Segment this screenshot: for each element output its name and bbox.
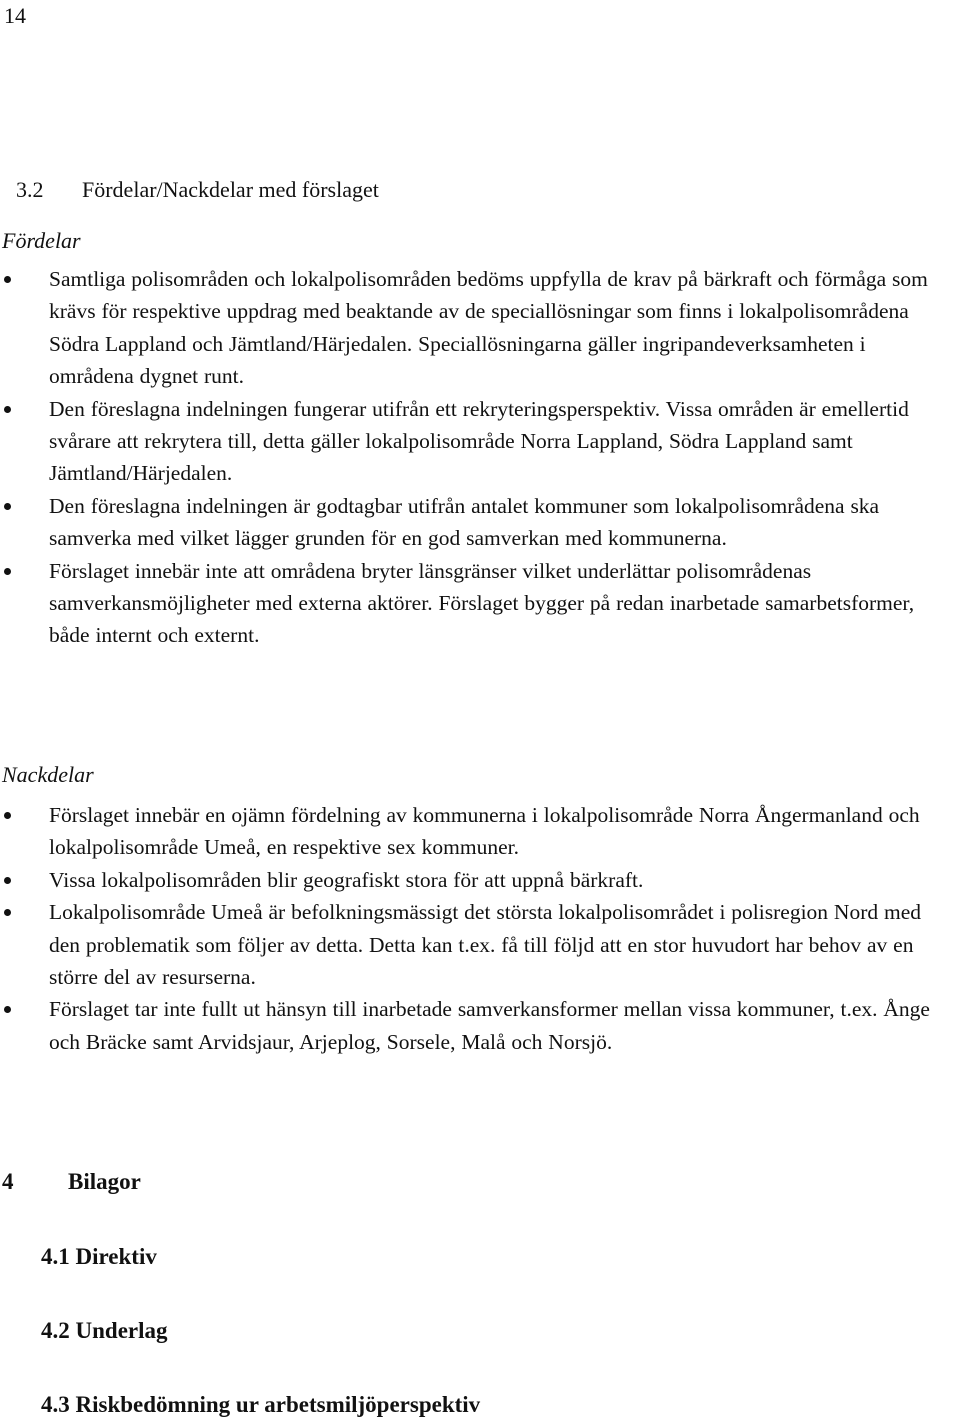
list-item — [0, 799, 960, 864]
list-item — [0, 393, 960, 490]
list-item — [0, 896, 960, 993]
bullet-icon — [4, 1006, 11, 1013]
bullet-icon — [4, 568, 11, 575]
list-item-text: Förslaget innebär en ojämn fördelning av kommunerna i lokalpolisområde Norra Ångermanland och lokalpolisområde Umeå, en respektive sex kommuner. — [49, 803, 920, 860]
appendix-heading-risk-assessment: 4.3 Riskbedömning ur arbetsmiljöperspektiv — [41, 1392, 481, 1417]
bullet-icon — [4, 877, 11, 884]
list-item — [0, 555, 960, 652]
disadvantages-heading: Nackdelar — [2, 762, 94, 787]
disadvantages-list — [0, 799, 960, 1058]
appendix-heading-directive: 4.1 Direktiv — [41, 1244, 157, 1269]
list-item-text: Lokalpolisområde Umeå är befolkningsmässigt det största lokalpolisområdet i polisregion Nord med den problematik som följer av detta. Detta kan t.ex. få till följd att en stor huvudort har behov av en större del av resurserna. — [49, 900, 921, 990]
section-heading — [16, 174, 379, 206]
bullet-icon — [4, 909, 11, 916]
bullet-icon — [4, 503, 11, 510]
page-number: 14 — [4, 3, 26, 28]
bullet-icon — [4, 406, 11, 413]
appendix-heading-basis: 4.2 Underlag — [41, 1318, 168, 1343]
list-item-text: Den föreslagna indelningen är godtagbar utifrån antalet kommuner som lokalpolisområdena ska samverka med vilket lägger grunden för en god samverkan med kommunerna. — [49, 493, 880, 551]
list-item-text: Förslaget tar inte fullt ut hänsyn till inarbetade samverkansformer mellan vissa kommuner, t.ex. Ånge och Bräcke samt Arvidsjaur, Arjeplog, Sorsele, Malå och Norsjö. — [49, 997, 930, 1054]
section-title: Fördelar/Nackdelar med förslaget — [82, 177, 379, 202]
list-item — [0, 993, 960, 1058]
bullet-icon — [4, 812, 11, 819]
chapter-heading — [2, 1166, 141, 1198]
chapter-number: 4 — [2, 1169, 14, 1194]
list-item — [0, 490, 960, 555]
list-item-text: Samtliga polisområden och lokalpolisområden bedöms uppfylla de krav på bärkraft och förmåga som krävs för respektive uppdrag med beaktande av de speciallösningar som finns i lokalpolisområdena Södra Lappland och Jämtland/Härjedalen. Speciallösningarna gäller ingripandeverksamheten i områdena dygnet runt. — [49, 267, 928, 389]
bullet-icon — [4, 276, 11, 283]
advantages-heading: Fördelar — [2, 228, 81, 253]
list-item-text: Förslaget innebär inte att områdena bryter länsgränser vilket underlättar polisområdenas samverkansmöjligheter med externa aktörer. Förslaget bygger på redan inarbetade samarbetsformer, både internt och externt. — [49, 558, 915, 648]
advantages-list — [0, 263, 960, 652]
section-number: 3.2 — [16, 177, 44, 202]
list-item — [0, 263, 960, 393]
chapter-title: Bilagor — [68, 1169, 141, 1194]
list-item — [0, 864, 960, 896]
list-item-text: Den föreslagna indelningen fungerar utifrån ett rekryteringsperspektiv. Vissa områden är emellertid svårare att rekrytera till, detta gäller lokalpolisområde Norra Lappland, Södra Lappland samt Jämtland/Härjedalen. — [49, 396, 909, 486]
list-item-text: Vissa lokalpolisområden blir geografiskt stora för att uppnå bärkraft. — [49, 867, 644, 892]
